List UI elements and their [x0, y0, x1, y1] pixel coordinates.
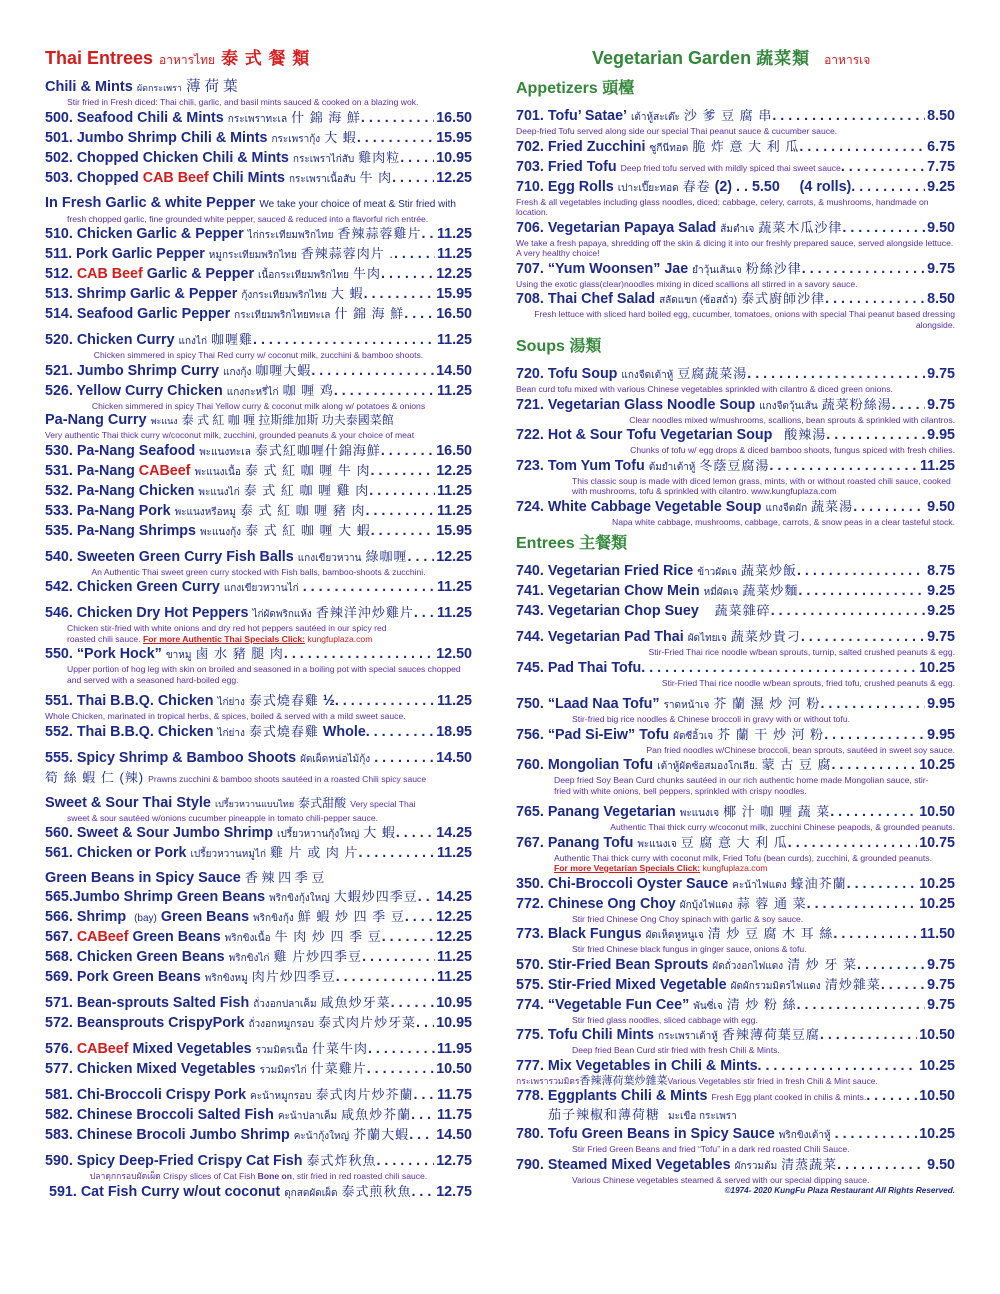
menu-item-767-description: Authentic Thai thick curry with coconut milk, Fried Tofu (bean curds), zucchini, & grounded peanuts. For more Vegetarian Specials Click: kungfuplaza.com [554, 852, 932, 873]
vegetarian-specials-url[interactable]: kungfuplaza.com [702, 863, 768, 873]
menu-item-756-description: Pan fried noodles w/Chinese broccoli, bean sprouts, sautéed in sweet soy sauce. [646, 744, 955, 755]
chili-mints-description: Stir fried in Fresh diced: Thai chili, garlic, and basil mints sauced & cooked on a blazing wok. [67, 97, 419, 107]
menu-item-551-description: Whole Chicken, marinated in tropical herbs, & spices, boiled & served with a mild sweet sauce. [45, 711, 406, 721]
menu-item-721: 721. Vegetarian Glass Noodle Soup แกงจืดวุ้นเส้น 蔬菜粉絲湯 . . . 9.75 [516, 395, 955, 415]
menu-item-708: 708. Thai Chef Salad สลัดแขก (ซ้อสถั่ว) 泰式廚師沙律 . . . 8.50 [516, 289, 955, 309]
menu-item-723-description: This classic soup is made with diced lemon grass, mints, with or without roasted chili sauce, cooked with mushrooms, tofu & sprinkled with cilantro. www.kungfuplaza.com [572, 475, 951, 496]
menu-item-707: 707. “Yum Woonsen” Jae ยำวุ้นเส้นเจ 粉絲沙律 . . . 9.75 [516, 259, 955, 279]
thai-specials-url[interactable]: kungfuplaza.com [307, 633, 373, 644]
menu-item-743: 743. Vegetarian Chop Suey 蔬菜雜碎 . . . 9.25 [516, 601, 955, 621]
menu-item-576: 576. CABeef Mixed Vegetables รวมมิตรเนื้อ 什菜牛肉 . . . 11.95 [45, 1039, 472, 1059]
menu-item-701: 701. Tofu’ Satae’ เต้าหู้สะเต๊ะ 沙 爹 豆 腐 串 . . . 8.50 [516, 106, 955, 126]
menu-item-777-description: กระเพรารวมมิตร香辣薄荷葉炒雜菜Various Vegetables stir fried in fresh Chili & Mint sauce. [516, 1074, 878, 1087]
menu-item-571: 571. Bean-sprouts Salted Fish ถั่วงอกปลาเค็ม 咸魚炒牙菜 . . . 10.95 [45, 993, 472, 1013]
menu-item-772: 772. Chinese Ong Choy ผักบุ้งไฟแดง 蒜 蓉 通 菜 . . . 10.25 [516, 894, 955, 914]
menu-item-526: 526. Yellow Curry Chicken แกงกะหรี่ไก่ 咖 喱 鸡 . . . 11.25 [45, 381, 472, 401]
menu-item-581: 581. Chi-Broccoli Crispy Pork คะน้าหมูกรอบ 泰式肉片炒芥蘭 . . . 11.75 [45, 1085, 472, 1105]
menu-item-514: 514. Seafood Garlic Pepper กระเทียมพริกไทยทะเล 什 錦 海 鮮 . . . 16.50 [45, 304, 472, 324]
menu-item-582: 582. Chinese Broccoli Salted Fish คะน้าปลาเค็ม 咸魚炒芥蘭 . . . 11.75 [45, 1105, 472, 1125]
green-beans-heading: Green Beans in Spicy Sauce 香 辣 四 季 豆 [45, 870, 325, 886]
menu-item-710: 710. Egg Rolls เปาะเปี๊ยะทอด 春卷 (2) . . 5.50 (4 rolls) . . . 9.25 [516, 177, 955, 197]
menu-item-521: 521. Jumbo Shrimp Curry แกงกุ้ง 咖喱大蝦 . . . 14.50 [45, 361, 472, 381]
menu-item-722-description: Chunks of tofu w/ egg drops & diced bamboo shoots, fungus spiced with fresh chilies. [630, 445, 955, 455]
menu-item-741: 741. Vegetarian Chow Mein หมี่ผัดเจ 蔬菜炒麵 . . . 9.25 [516, 581, 955, 601]
menu-item-555-description: 筍 絲 蝦 仁 (辣) Prawns zucchini & bamboo shoots sautéed in a roasted Chili spicy sauce [45, 769, 427, 785]
menu-item-550: 550. “Pork Hock” ขาหมู 鹵 水 豬 腿 肉 . . . 12.50 [45, 644, 472, 664]
menu-item-756: 756. “Pad Si-Eiw” Tofu ผัดซีอิ้วเจ 芥 蘭 干 炒 河 粉 . . . 9.95 [516, 725, 955, 745]
menu-item-774: 774. “Vegetable Fun Cee” พันซี่เจ 清 炒 粉 絲 . . . 9.75 [516, 995, 955, 1015]
garlic-pepper-heading: In Fresh Garlic & white Pepper We take your choice of meat & Stir fried with [45, 194, 456, 211]
menu-item-744-description: Stir-Fried Thai rice noodle w/bean sprouts, turnip, salted crushed peanuts & egg. [648, 647, 955, 657]
menu-item-772-description: Stir fried Chinese Ong Choy spinach with garlic & soy sauce. [572, 913, 804, 924]
menu-item-706-description: We take a fresh papaya, shredding off the skin & dicing it into our freshly prepared sauce, served alongside lettuce. A very healthy choice! [516, 237, 954, 258]
menu-item-702: 702. Fried Zucchini ซูกีนีทอด 脆 炸 意 大 利 瓜 . . . 6.75 [516, 137, 955, 157]
menu-item-745: 745. Pad Thai Tofu . . . 10.25 [516, 658, 955, 678]
menu-item-532: 532. Pa-Nang Chicken พะแนงไก่ 泰 式 紅 咖 喱 雞 肉 . . . 11.25 [45, 481, 472, 501]
menu-item-568: 568. Chicken Green Beans พริกขิงไก่ 雞 片炒四季豆 . . . 11.25 [45, 947, 472, 967]
menu-item-550-description: Upper portion of hog leg with skin on broiled and seasoned in a boiling pot with special sauces chopped and served with a seasoned hard-boiled egg. [67, 664, 461, 685]
menu-item-577: 577. Chicken Mixed Vegetables รวมมิตรไก่ 什菜雞片 . . . 10.50 [45, 1059, 472, 1079]
menu-item-520-description: Chicken simmered in spicy Thai Red curry w/ coconut milk, zucchini & bamboo shoots. [93, 350, 424, 360]
thai-entrees-title: Thai Entrees อาหารไทย 泰 式 餐 類 [45, 48, 311, 68]
menu-item-721-description: Clear noodles mixed w/mushrooms, scallions, bean sprouts & sprinkled with cilantros. [629, 414, 955, 425]
menu-item-565: 565.Jumbo Shrimp Green Beans พริกขิงกุ้งใหญ่ 大蝦炒四季豆 . . . 14.25 [45, 887, 472, 907]
menu-item-526-description: Chicken simmered in spicy Thai Yellow curry & coconut milk along w/ potatoes & onions [91, 400, 426, 411]
menu-item-560: 560. Sweet & Sour Jumbo Shrimp เปรี้ยวหวานกุ้งใหญ่ 大 蝦 . . . 14.25 [45, 823, 472, 843]
menu-item-701-description: Deep-fried Tofu served along side our special Thai peanut sauce & cucumber sauce. [516, 126, 838, 136]
menu-item-546-description: Chicken stir-fried with white onions and dry red hot peppers sautéed in our spicy red roasted chili sauce. For more Authentic Thai Specials Click: kungfuplaza.com [67, 623, 387, 644]
menu-item-765: 765. Panang Vegetarian พะแนงเจ 椰 汁 咖 喱 蔬 菜 . . . 10.50 [516, 802, 955, 822]
menu-item-720-description: Bean curd tofu mixed with various Chinese vegetables sprinkled with cilantro & diced green onions. [516, 384, 893, 394]
menu-item-350: 350. Chi-Broccoli Oyster Sauce คะน้าไฟแดง 蠔油芥蘭 . . . 10.25 [516, 874, 955, 894]
menu-item-750-description: Stir-fried big rice noodles & Chinese broccoli in gravy with or without tofu. [572, 714, 850, 724]
menu-item-552: 552. Thai B.B.Q. Chicken ไก่ย่าง 泰式燒春雞 Whole . . . 18.95 [45, 722, 472, 742]
menu-item-590: 590. Spicy Deep-Fried Crispy Cat Fish 泰式炸秋魚 . . . 12.75 [45, 1151, 472, 1171]
menu-item-722: 722. Hot & Sour Tofu Vegetarian Soup 酸辣湯 . . . 9.95 [516, 425, 955, 445]
menu-item-744: 744. Vegetarian Pad Thai ผัดไทยเจ 蔬菜炒貴刁 . . . 9.75 [516, 627, 955, 647]
soups-heading: Soups 湯類 [516, 338, 602, 355]
menu-item-503: 503. Chopped CAB Beef Chili Mints กระเพราเนื้อสับ 牛 肉 . . . 12.25 [45, 168, 472, 188]
vegetarian-garden-column [516, 46, 955, 1197]
menu-item-572: 572. Beansprouts CrispyPork ถั่วงอกหมูกรอบ 泰式肉片炒牙菜 . . . 10.95 [45, 1013, 472, 1033]
menu-item-760: 760. Mongolian Tofu เต้าหู้ผัดซ้อสมองโกเลีย. 蒙 古 豆 腐 . . . 10.25 [516, 755, 955, 775]
entrees-heading: Entrees 主餐類 [516, 535, 628, 552]
menu-item-707-description: Using the exotic glass(clear)noodles mixing in diced scallions all stirred in a savory sauce. [516, 278, 858, 289]
menu-item-569: 569. Pork Green Beans พริกขิงหมู 肉片炒四季豆 . . . 11.25 [45, 967, 472, 987]
menu-item-778: 778. Eggplants Chili & Mints Fresh Egg plant cooked in chilis & mints. . . . 10.50 [516, 1086, 955, 1106]
menu-item-780: 780. Tofu Green Beans in Spicy Sauce พริกขิงเต้าหู้ . . . 10.25 [516, 1124, 955, 1144]
sweet-sour-description: sweet & sour sautéed w/onions cucumber pineapple in tomato chili-pepper sauce. [67, 812, 378, 823]
menu-item-765-description: Authentic Thai thick curry w/coconut milk, zucchini Chinese peapods, & grounded peanuts. [610, 822, 955, 832]
menu-item-510: 510. Chicken Garlic & Pepper ไก่กระเทียมพริกไทย 香辣蒜蓉雞片 . . . 11.25 [45, 224, 472, 244]
appetizers-heading: Appetizers 頭檯 [516, 80, 635, 97]
thai-specials-link[interactable]: For more Authentic Thai Specials Click: [142, 633, 306, 644]
panang-curry-description: Very authentic Thai thick curry w/coconut milk, zucchini, grounded peanuts & your choice of meat [45, 430, 415, 440]
menu-item-750: 750. “Laad Naa Tofu” ราดหน้าเจ 芥 蘭 濕 炒 河 粉 . . . 9.95 [516, 694, 955, 714]
menu-item-740: 740. Vegetarian Fried Rice ข้าวผัดเจ 蔬菜炒飯 . . . 8.75 [516, 561, 955, 581]
menu-item-567: 567. CABeef Green Beans พริกขิงเนื้อ 牛 肉 炒 四 季 豆 . . . 12.25 [45, 927, 472, 947]
menu-item-773: 773. Black Fungus ผัดเห็ดหูหนูเจ 清 炒 豆 腐 木 耳 絲 . . . 11.50 [516, 924, 955, 944]
menu-item-767: 767. Panang Tofu พะแนงเจ 豆 腐 意 大 利 瓜 . . . 10.75 [516, 833, 955, 853]
menu-item-790-description: Various Chinese vegetables steamed & served with our special dipping sauce. [572, 1174, 870, 1185]
menu-item-773-description: Stir fried Chinese black fungus in ginger sauce, onions & tofu. [572, 944, 807, 954]
menu-item-720: 720. Tofu Soup แกงจืดเต้าหู้ 豆腐蔬菜湯 . . . 9.75 [516, 364, 955, 384]
menu-item-778-subtitle: 茄子辣椒和薄荷糖 มะเขือ กระเพรา [548, 1107, 737, 1122]
menu-item-723: 723. Tom Yum Tofu ต้มยำเต้าหู้ 冬蔭豆腐湯 . . . 11.25 [516, 456, 955, 476]
menu-item-511: 511. Pork Garlic Pepper หมูกระเทียมพริกไทย 香辣蒜蓉肉片 . . . . 11.25 [45, 244, 472, 264]
menu-item-780-description: Stir Fried Green Beans and fried “Tofu” in a dark red roasted Chili Sauce. [572, 1144, 850, 1154]
menu-item-535: 535. Pa-Nang Shrimps พะแนงกุ้ง 泰 式 紅 咖 喱 大 蝦 . . . 15.95 [45, 521, 472, 541]
menu-item-561: 561. Chicken or Pork เปรี้ยวหวานหมูไก่ 雞 片 或 肉 片 . . . 11.25 [45, 843, 472, 863]
menu-item-502: 502. Chopped Chicken Chili & Mints กระเพราไก่สับ 雞肉粒 . . . 10.95 [45, 148, 472, 168]
menu-item-724: 724. White Cabbage Vegetable Soup แกงจืดผัก 蔬菜湯 . . . 9.50 [516, 497, 955, 517]
menu-item-583: 583. Chinese Brocoli Jumbo Shrimp คะน้ากุ้งใหญ่ 芥蘭大蝦 . . . 14.50 [45, 1125, 472, 1145]
chili-mints-heading: Chili & Mints ผัดกระเพรา 薄 荷 葉 [45, 79, 238, 95]
menu-item-575: 575. Stir-Fried Mixed Vegetable ผัดผักรวมมิตรไฟแดง 清炒雜菜 . . . 9.75 [516, 975, 955, 995]
thai-entrees-column [45, 46, 472, 1202]
menu-item-533: 533. Pa-Nang Pork พะแนงหรือหมู 泰 式 紅 咖 喱 豬 肉 . . . 11.25 [45, 501, 472, 521]
menu-item-531: 531. Pa-Nang CABeef พะแนงเนื้อ 泰 式 紅 咖 喱 牛 肉 . . . 12.25 [45, 461, 472, 481]
menu-item-590-description: ปลาดุกกรอบผัดเผ็ด Crispy slices of Cat Fish Bone on, stir fried in red roasted chili sauce. [89, 1171, 428, 1181]
menu-item-540: 540. Sweeten Green Curry Fish Balls แกงเขียวหวาน 綠咖喱 . . . 12.25 [45, 547, 472, 567]
sweet-sour-heading: Sweet & Sour Thai Style เปรี้ยวหวานแบบไทย 泰式甜酸 Very special Thai [45, 794, 416, 811]
menu-item-546: 546. Chicken Dry Hot Peppers ไก่ผัดพริกแห้ง 香辣洋沖炒雞片 . . . 11.25 [45, 603, 472, 623]
menu-item-706: 706. Vegetarian Papaya Salad ส้มตำเจ 蔬菜木瓜沙律 . . . 9.50 [516, 218, 955, 238]
menu-item-540-description: An Authentic Thai sweet green curry stocked with Fish balls, bamboo-shoots & zucchini. [91, 566, 426, 577]
menu-item-775: 775. Tofu Chili Mints กระเพราเต้าหู้ 香辣薄荷葉豆腐 . . . 10.50 [516, 1025, 955, 1045]
menu-item-570: 570. Stir-Fried Bean Sprouts ผัดถั่วงอกไฟแดง 清 炒 牙 菜 . . . 9.75 [516, 955, 955, 975]
menu-item-790: 790. Steamed Mixed Vegetables ผักรวมต้ม 清蒸蔬菜 . . . 9.50 [516, 1155, 955, 1175]
menu-item-520: 520. Chicken Curry แกงไก่ 咖喱雞 . . . 11.25 [45, 330, 472, 350]
menu-item-708-description: Fresh lettuce with sliced hard boiled egg, cucumber, tomatoes, onions with special Thai peanut based dressing alongside. [534, 309, 955, 330]
menu-item-551: 551. Thai B.B.Q. Chicken ไก่ย่าง 泰式燒春雞 ½ . . . 11.25 [45, 691, 472, 711]
menu-item-710-description: Fresh & all vegetables including glass noodles, diced; cabbage, celery, carrots, & mushrooms, handmade on location. [516, 196, 929, 217]
menu-item-513: 513. Shrimp Garlic & Pepper กุ้งกระเทียมพริกไทย 大 蝦 . . . 15.95 [45, 284, 472, 304]
menu-item-501: 501. Jumbo Shrimp Chili & Mints กระเพรากุ้ง 大 蝦 . . . 15.95 [45, 128, 472, 148]
copyright-notice: ©1974- 2020 KungFu Plaza Restaurant All Rights Reserved. [724, 1186, 955, 1195]
menu-item-777: 777. Mix Vegetables in Chili & Mints . . . 10.25 [516, 1056, 955, 1076]
menu-item-500: 500. Seafood Chili & Mints กระเพราทะเล 什 錦 海 鮮 . . . 16.50 [45, 108, 472, 128]
menu-item-530: 530. Pa-Nang Seafood พะแนงทะเล 泰式紅咖喱什錦海鮮 . . . 16.50 [45, 441, 472, 461]
menu-item-555: 555. Spicy Shrimp & Bamboo Shoots ผัดเผ็ดหน่อไม้กุ้ง . . . 14.50 [45, 748, 472, 768]
menu-item-566: 566. Shrimp (bay) Green Beans พริกขิงกุ้ง 鮮 蝦 炒 四 季 豆 . . . 12.25 [45, 907, 472, 927]
menu-item-542: 542. Chicken Green Curry แกงเขียวหวานไก่ . . . 11.25 [45, 577, 472, 597]
menu-item-703: 703. Fried Tofu Deep fried tofu served with mildly spiced thai sweet sauce . . . 7.75 [516, 157, 955, 177]
garlic-pepper-description: fresh chopped garlic, fine grounded white pepper, sauced & reduced into a flavorful rich entrée. [67, 213, 429, 224]
vegetarian-specials-link[interactable]: For more Vegetarian Specials Click: [554, 863, 701, 873]
menu-item-591: 591. Cat Fish Curry w/out coconut ดุกสดผัดเผ็ด 泰式煎秋魚 . . . 12.75 [45, 1182, 472, 1202]
menu-item-724-description: Napa white cabbage, mushrooms, cabbage, carrots, & snow peas in a clear tasteful stock. [612, 516, 955, 527]
menu-item-745-description: Stir-Fried Thai rice noodle w/bean sprouts, fried tofu, crushed peanuts & egg. [661, 677, 955, 688]
menu-item-775-description: Deep fried Bean Curd stir fried with fresh Chili & Mints. [572, 1045, 780, 1055]
menu-item-760-description: Deep fried Soy Bean Curd chunks sautéed in our rich authentic home made Mongolian sauce, stir-fried with white onions, bell peppers, sprinkled with crispy noodles. [554, 775, 929, 796]
menu-item-512: 512. CAB Beef Garlic & Pepper เนื้อกระเทียมพริกไทย 牛肉 . . . 12.25 [45, 264, 472, 284]
panang-curry-heading: Pa-Nang Curry พะแนง 泰 式 紅 咖 喱 拉斯維加斯 功夫泰國菜館 [45, 412, 394, 428]
menu-item-774-description: Stir fried glass noodles, sliced cabbage with egg. [572, 1014, 758, 1025]
vegetarian-garden-title: Vegetarian Garden 蔬菜類 อาหารเจ [592, 48, 871, 68]
